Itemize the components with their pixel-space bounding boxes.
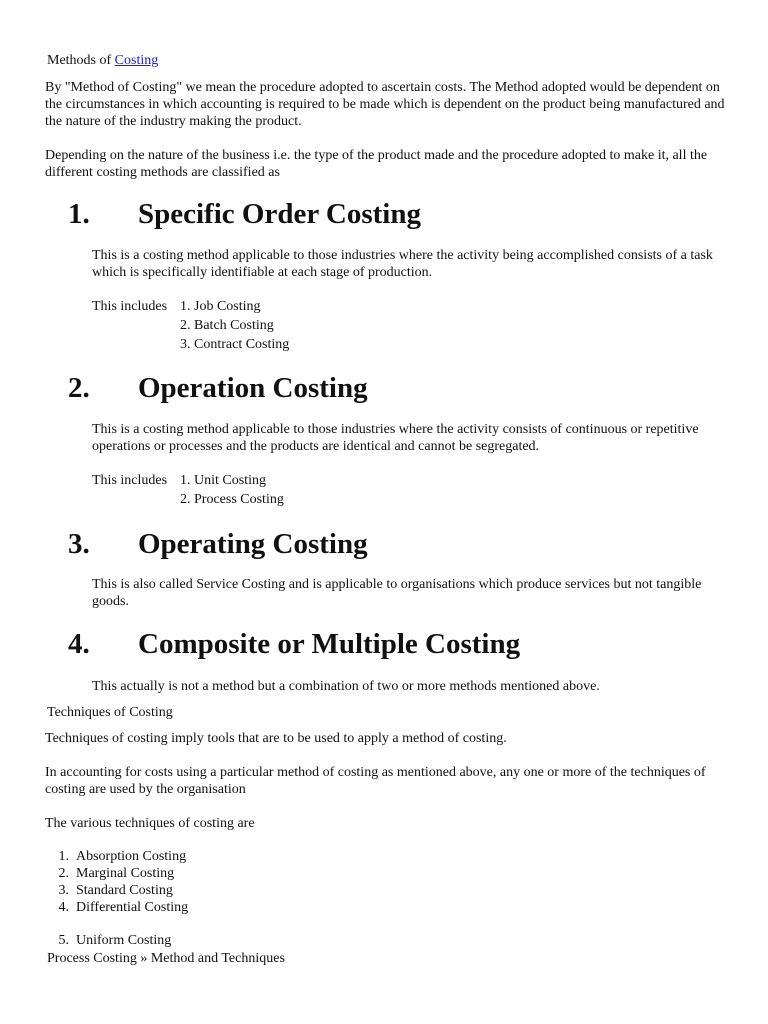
techniques-heading: Techniques of Costing xyxy=(47,705,173,720)
list-label: Marginal Costing xyxy=(76,866,175,881)
include-item: 2. Batch Costing xyxy=(180,318,274,333)
list-number: 4. xyxy=(58,900,69,915)
include-item: 3. Contract Costing xyxy=(180,337,290,352)
intro-paragraph-1: By "Method of Costing" we mean the procedure adopted to ascertain costs. The Method adopted would be dependent on the circumstances in which accounting is required to be made which is dependent on the product being manufactured and the nature of the industry making the product. xyxy=(45,80,725,129)
techniques-paragraph-2: In accounting for costs using a particular method of costing as mentioned above, any one or more of the techniques of costing are used by the organisation xyxy=(45,765,706,797)
section-number: 3. xyxy=(68,528,90,560)
list-label: Standard Costing xyxy=(76,883,173,898)
list-label: Differential Costing xyxy=(76,900,189,915)
includes-label-1: This includes xyxy=(92,299,168,314)
intro-paragraph-2: Depending on the nature of the business i.e. the type of the product made and the procedure adopted to make it, all the different costing methods are classified as xyxy=(45,148,708,180)
list-label: Absorption Costing xyxy=(76,849,187,864)
techniques-list-item xyxy=(45,932,171,949)
list-number: 3. xyxy=(58,883,69,898)
section-number: 2. xyxy=(68,372,90,404)
list-number: 5. xyxy=(58,933,69,948)
section-description-1: This is a costing method applicable to those industries where the activity being accomplished consists of a task which is specifically identifiable at each stage of production. xyxy=(92,248,713,280)
section-description-3: This is also called Service Costing and is applicable to organisations which produce services but not tangible goods. xyxy=(92,577,702,609)
section-title: Operation Costing xyxy=(138,372,368,404)
section-description-2: This is a costing method applicable to those industries where the activity consists of continuous or repetitive operations or processes and the products are identical and cannot be segregated. xyxy=(92,422,699,454)
section-description-4: This actually is not a method but a combination of two or more methods mentioned above. xyxy=(92,679,600,694)
section-title: Composite or Multiple Costing xyxy=(138,628,521,660)
techniques-list-item xyxy=(45,882,173,899)
list-number: 1. xyxy=(58,849,69,864)
section-title: Specific Order Costing xyxy=(138,198,421,230)
title-prefix: Methods of xyxy=(47,53,112,68)
techniques-list-item xyxy=(45,848,186,865)
footer-breadcrumb: Process Costing » Method and Techniques xyxy=(47,951,285,966)
list-number: 2. xyxy=(58,866,69,881)
techniques-list-item xyxy=(45,865,174,882)
section-number: 1. xyxy=(68,198,90,230)
section-title: Operating Costing xyxy=(138,528,368,560)
costing-link[interactable]: Costing xyxy=(114,53,159,68)
list-label: Uniform Costing xyxy=(76,933,172,948)
include-item: 2. Process Costing xyxy=(180,492,284,507)
include-item: 1. Job Costing xyxy=(180,299,261,314)
techniques-paragraph-1: Techniques of costing imply tools that are to be used to apply a method of costing. xyxy=(45,731,507,746)
page-title xyxy=(47,53,158,69)
includes-label-2: This includes xyxy=(92,473,168,488)
section-number: 4. xyxy=(68,628,90,660)
techniques-list-item xyxy=(45,899,188,916)
include-item: 1. Unit Costing xyxy=(180,473,266,488)
techniques-paragraph-3: The various techniques of costing are xyxy=(45,816,255,831)
